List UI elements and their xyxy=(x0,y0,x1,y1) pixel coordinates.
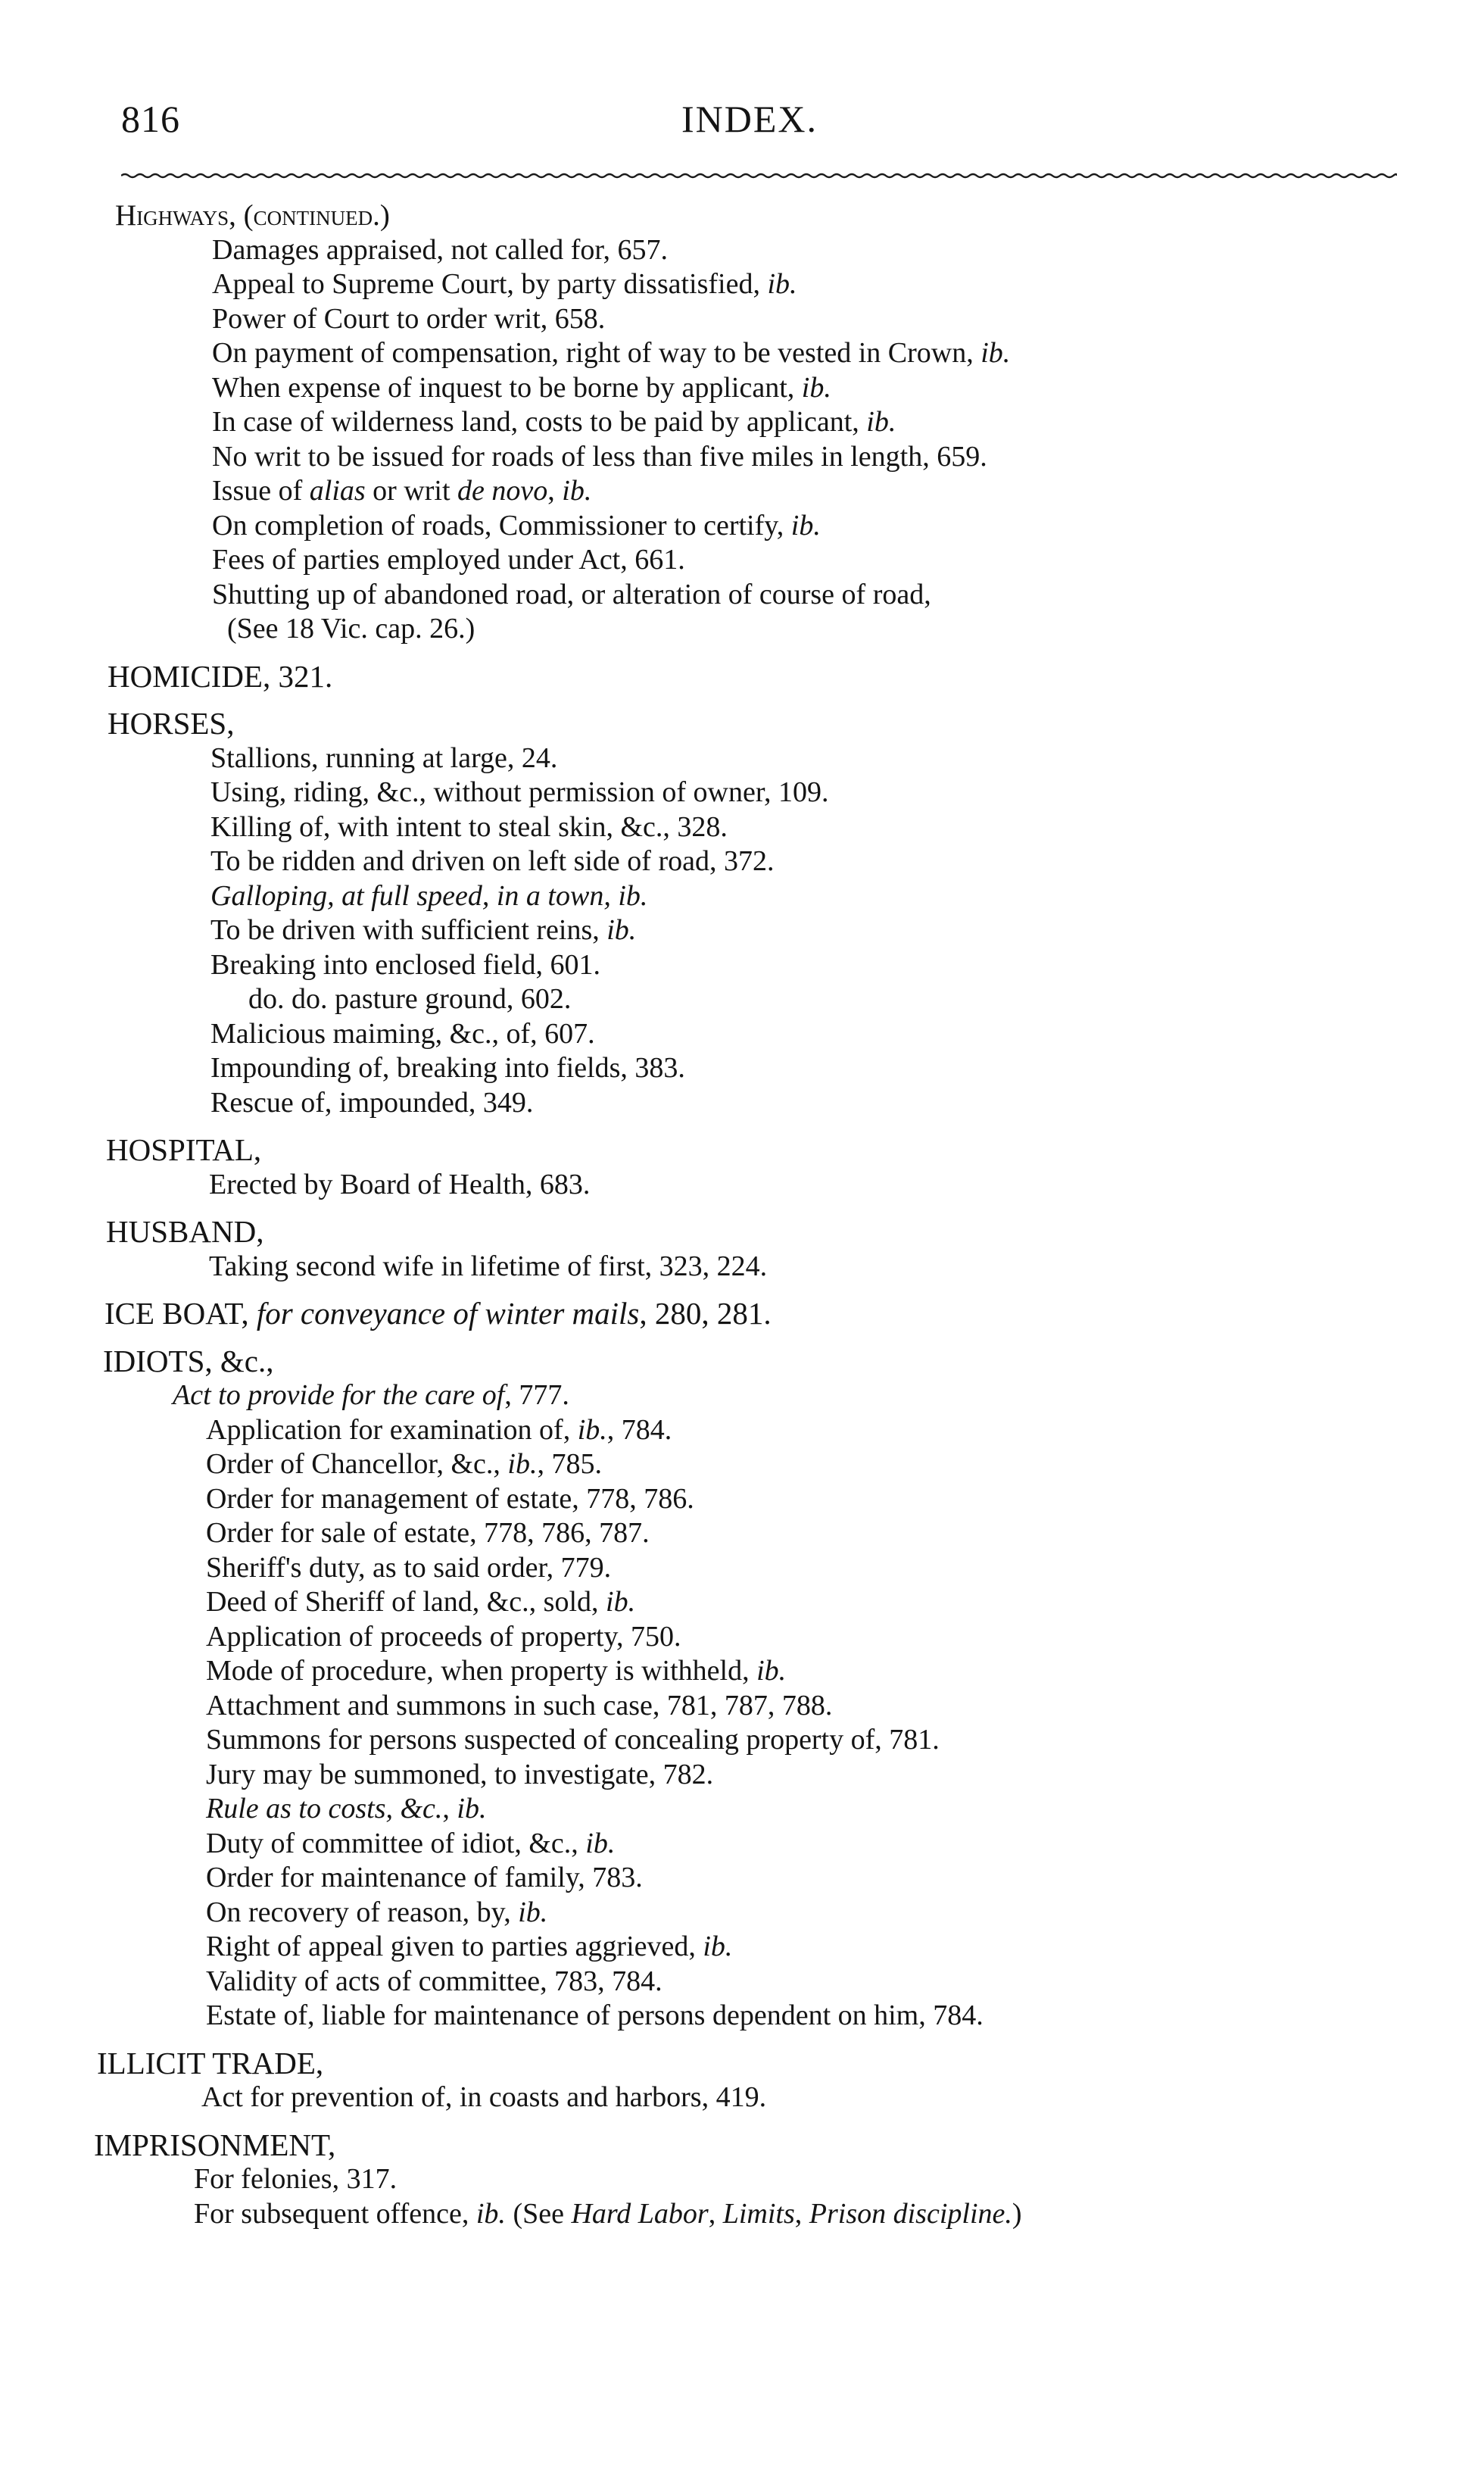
entry-heading: ICE BOAT, for conveyance of winter mails, 280, 281. xyxy=(104,1296,772,1331)
sub-entry: Impounding of, breaking into fields, 383. xyxy=(210,1052,685,1084)
index-entry xyxy=(0,2128,1484,2232)
entry-spacer xyxy=(0,694,1484,707)
index-entry xyxy=(0,1215,1484,1284)
sub-entry: Order for sale of estate, 778, 786, 787. xyxy=(206,1517,650,1549)
sub-entry: When expense of inquest to be borne by applicant, ib. xyxy=(212,371,831,404)
sub-entry: Killing of, with intent to steal skin, &c., 328. xyxy=(210,810,728,843)
entry-heading: Highways, (continued.) xyxy=(115,199,390,232)
index-entry xyxy=(0,198,1484,647)
sub-entry: On payment of compensation, right of way to be vested in Crown, ib. xyxy=(212,337,1011,369)
sub-entry: Estate of, liable for maintenance of persons dependent on him, 784. xyxy=(206,1999,984,2031)
sub-entry: Attachment and summons in such case, 781, 787, 788. xyxy=(206,1689,833,1722)
sub-entry: Erected by Board of Health, 683. xyxy=(209,1168,591,1200)
entry-heading: HOMICIDE, 321. xyxy=(108,658,333,694)
sub-entry: Summons for persons suspected of concealing property of, 781. xyxy=(206,1724,940,1756)
entry-heading: IDIOTS, &c., xyxy=(103,1343,274,1378)
sub-entry: Taking second wife in lifetime of first, 323, 224. xyxy=(209,1250,768,1282)
sub-entry: Rule as to costs, &c., ib. xyxy=(206,1793,487,1825)
sub-entry: Deed of Sheriff of land, &c., sold, ib. xyxy=(206,1586,636,1618)
sub-entry: Order for management of estate, 778, 786. xyxy=(206,1482,694,1515)
sub-entry: To be driven with sufficient reins, ib. xyxy=(210,914,637,946)
sub-entry: In case of wilderness land, costs to be paid by applicant, ib. xyxy=(212,406,896,438)
sub-entry: Act to provide for the care of, 777. xyxy=(173,1379,569,1411)
entry-heading: HORSES, xyxy=(108,706,235,741)
index-entry xyxy=(0,2046,1484,2115)
sub-entry: Fees of parties employed under Act, 661. xyxy=(212,544,685,576)
sub-entry: Right of appeal given to parties aggrieved, ib. xyxy=(206,1931,733,1962)
sub-entry: For felonies, 317. xyxy=(194,2163,398,2195)
index-entry xyxy=(0,660,1484,695)
sub-entry: Power of Court to order writ, 658. xyxy=(212,302,606,335)
sub-entry: Damages appraised, not called for, 657. xyxy=(212,233,669,266)
index-entry xyxy=(0,707,1484,1120)
sub-entry: Act for prevention of, in coasts and harbors, 419. xyxy=(201,2081,767,2113)
index-entry xyxy=(0,1344,1484,2034)
sub-entry: Shutting up of abandoned road, or alteration of course of road, xyxy=(212,578,931,610)
page-number: 816 xyxy=(121,98,180,140)
sub-entry: No writ to be issued for roads of less than five miles in length, 659. xyxy=(212,440,987,473)
entry-spacer xyxy=(0,1331,1484,1344)
sub-entry: On recovery of reason, by, ib. xyxy=(206,1896,548,1928)
sub-entry: To be ridden and driven on left side of road, 372. xyxy=(210,845,775,877)
sub-entry: do. do. pasture ground, 602. xyxy=(248,983,572,1015)
index-entry xyxy=(0,1133,1484,1202)
entry-spacer xyxy=(0,1120,1484,1133)
sub-entry: Appeal to Supreme Court, by party dissatisfied, ib. xyxy=(212,268,797,300)
sub-entry: On completion of roads, Commissioner to certify, ib. xyxy=(212,509,821,542)
entry-spacer xyxy=(0,647,1484,660)
sub-entry: Breaking into enclosed field, 601. xyxy=(210,948,600,981)
sub-entry: (See 18 Vic. cap. 26.) xyxy=(227,613,475,645)
entry-heading: HOSPITAL, xyxy=(106,1132,262,1167)
sub-entry: Galloping, at full speed, in a town, ib. xyxy=(210,879,648,912)
sub-entry: Application for examination of, ib., 784. xyxy=(206,1413,672,1446)
sub-entry: Sheriff's duty, as to said order, 779. xyxy=(206,1551,612,1584)
entry-heading: IMPRISONMENT, xyxy=(94,2127,336,2162)
sub-entry: Duty of committee of idiot, &c., ib. xyxy=(206,1827,616,1859)
sub-entry: Issue of alias or writ de novo, ib. xyxy=(212,475,592,507)
sub-entry: Stallions, running at large, 24. xyxy=(210,741,558,774)
sub-entry: Application of proceeds of property, 750. xyxy=(206,1620,681,1653)
entry-spacer xyxy=(0,2034,1484,2046)
sub-entry: Malicious maiming, &c., of, 607. xyxy=(210,1017,595,1050)
sub-entry: Rescue of, impounded, 349. xyxy=(210,1086,534,1119)
entry-heading: HUSBAND, xyxy=(106,1214,264,1249)
entry-heading: ILLICIT TRADE, xyxy=(97,2045,324,2080)
entry-spacer xyxy=(0,1202,1484,1215)
index-entries xyxy=(0,198,1484,2231)
sub-entry: Mode of procedure, when property is withheld, ib. xyxy=(206,1655,787,1687)
entry-spacer xyxy=(0,1284,1484,1297)
sub-entry: Order of Chancellor, &c., ib., 785. xyxy=(206,1448,602,1480)
header-wavy-rule xyxy=(121,173,1397,179)
sub-entry: Order for maintenance of family, 783. xyxy=(206,1862,643,1893)
index-entry xyxy=(0,1297,1484,1331)
sub-entry: Using, riding, &c., without permission of owner, 109. xyxy=(210,776,829,808)
entry-spacer xyxy=(0,2115,1484,2128)
sub-entry: Validity of acts of committee, 783, 784. xyxy=(206,1965,662,1997)
sub-entry: Jury may be summoned, to investigate, 782. xyxy=(206,1758,714,1790)
running-head: INDEX. xyxy=(681,98,818,140)
sub-entry: For subsequent offence, ib. (See Hard Labor, Limits, Prison discipline.) xyxy=(194,2197,1022,2230)
